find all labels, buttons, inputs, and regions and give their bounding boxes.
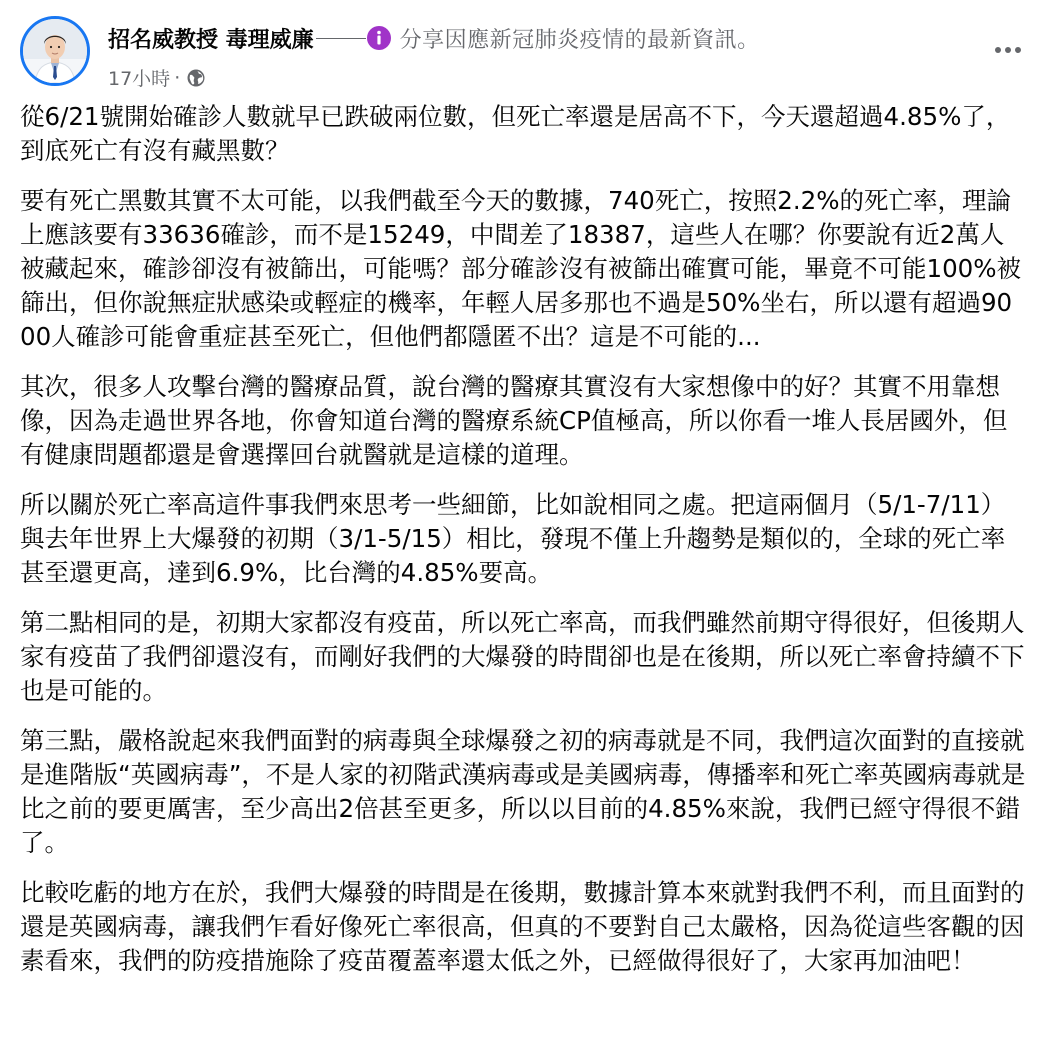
more-options-button[interactable] — [988, 38, 1028, 62]
post-paragraph: 從6/21號開始確診人數就早已跌破兩位數，但死亡率還是居高不下，今天還超過4.85%了，到底死亡有沒有藏黑數？ — [20, 102, 1011, 165]
author-line — [108, 22, 760, 54]
separator-dot: · — [174, 66, 181, 89]
post-body — [20, 100, 1026, 994]
avatar[interactable] — [20, 16, 90, 86]
post-paragraph: 要有死亡黑數其實不太可能，以我們截至今天的數據，740死亡，按照2.2%的死亡率，理論上應該要有33636確診，而不是15249，中間差了18387，這些人在哪？你要說有近2萬人被藏起來，確診卻沒有被篩出，可能嗎？部分確診沒有被篩出確實可能，畢竟不可能100%被篩出，但你說無症狀感染或輕症的機率，年輕人居多那也不過是50%坐右，所以還有超過9000人確診可能會重症甚至死亡，但他們都隱匿不出？這是不可能的... — [20, 186, 1022, 351]
post-paragraph: 第二點相同的是，初期大家都沒有疫苗，所以死亡率高，而我們雖然前期守得很好，但後期人家有疫苗了我們卻還沒有，而剛好我們的大爆發的時間卻也是在後期，所以死亡率會持續不下也是可能的。 — [20, 608, 1025, 705]
post-header — [20, 12, 1028, 92]
author-name[interactable]: 招名威教授 毒理威廉 — [108, 27, 314, 53]
post-paragraph: 所以關於死亡率高這件事我們來思考一些細節，比如說相同之處。把這兩個月（5/1-7/11）與去年世界上大爆發的初期（3/1-5/15）相比，發現不僅上升趨勢是類似的，全球的死亡率甚至還更高，達到6.9%，比台灣的4.85%要高。 — [20, 490, 1006, 587]
avatar-photo — [23, 19, 87, 83]
connector-line — [316, 38, 366, 39]
info-icon — [366, 25, 392, 51]
post-paragraph: 第三點，嚴格說起來我們面對的病毒與全球爆發之初的病毒就是不同，我們這次面對的直接就是進階版“英國病毒”，不是人家的初階武漢病毒或是美國病毒，傳播率和死亡率英國病毒就是比之前的要更厲害，至少高出2倍甚至更多，所以以目前的4.85%來說，我們已經守得很不錯了。 — [20, 726, 1026, 857]
activity-text: 分享因應新冠肺炎疫情的最新資訊。 — [399, 27, 760, 53]
more-options-icon — [988, 38, 1028, 62]
timestamp[interactable]: 17小時 — [108, 68, 171, 90]
globe-icon[interactable] — [186, 68, 206, 88]
post-paragraph: 其次，很多人攻擊台灣的醫療品質，說台灣的醫療其實沒有大家想像中的好？其實不用靠想像，因為走過世界各地，你會知道台灣的醫療系統CP值極高，所以你看一堆人長居國外，但有健康問題都還是會選擇回台就醫就是這樣的道理。 — [20, 372, 1008, 469]
post-paragraph: 比較吃虧的地方在於，我們大爆發的時間是在後期，數據計算本來就對我們不利，而且面對的還是英國病毒，讓我們乍看好像死亡率很高，但真的不要對自己太嚴格，因為從這些客觀的因素看來，我們的防疫措施除了疫苗覆蓋率還太低之外，已經做得很好了，大家再加油吧！ — [20, 878, 1025, 975]
post-meta — [108, 64, 206, 91]
